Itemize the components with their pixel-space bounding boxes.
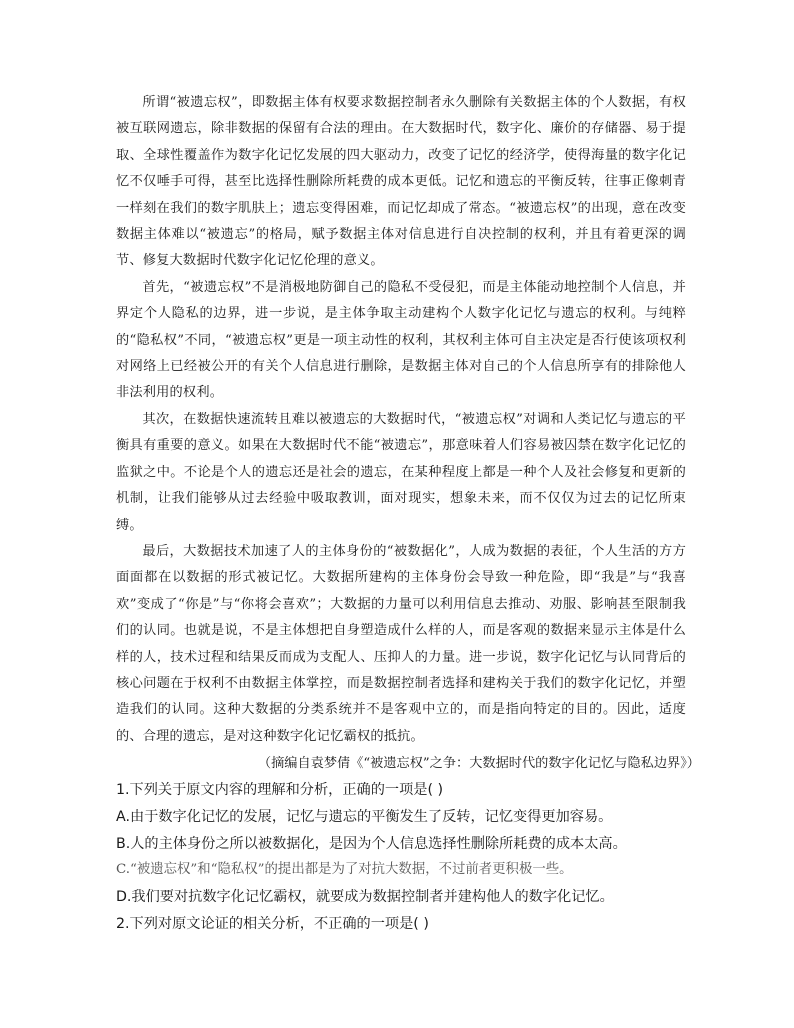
question-1-option-d: D.我们要对抗数字化记忆霸权，就要成为数据控制者并建构他人的数字化记忆。	[116, 889, 614, 906]
article-body	[116, 90, 686, 750]
article-source: （摘编自袁梦倩《“被遗忘权”之争：大数据时代的数字化记忆与隐私边界》）	[257, 756, 700, 771]
question-1-option-a: A.由于数字化记忆的发展，记忆与遗忘的平衡发生了反转，记忆变得更加容易。	[116, 808, 613, 825]
paragraph-2: 首先，“被遗忘权”不是消极地防御自己的隐私不受侵犯，而是主体能动地控制个人信息，并界定个人隐私的边界，进一步说，是主体争取主动建构个人数字化记忆与遗忘的权利。与纯粹的“隐私权”不同，“被遗忘权”更是一项主动性的权利，其权利主体可自主决定是否行使该项权利对网络上已经被公开的有关个人信息进行删除，是数据主体对自己的个人信息所享有的排除他人非法利用的权利。	[116, 279, 686, 401]
question-1-stem: 1.下列关于原文内容的理解和分析，正确的一项是( )	[116, 782, 444, 798]
paragraph-3: 其次，在数据快速流转且难以被遗忘的大数据时代，“被遗忘权”对调和人类记忆与遗忘的平衡具有重要的意义。如果在大数据时代不能“被遗忘”，那意味着人们容易被囚禁在数字化记忆的监狱之中。不论是个人的遗忘还是社会的遗忘，在某种程度上都是一种个人及社会修复和更新的机制，让我们能够从过去经验中吸取教训，面对现实，想象未来，而不仅仅为过去的记忆所束缚。	[116, 411, 686, 533]
question-1-option-b: B.人的主体身份之所以被数据化，是因为个人信息选择性删除所耗费的成本太高。	[116, 835, 627, 852]
paragraph-1: 所谓“被遗忘权”，即数据主体有权要求数据控制者永久删除有关数据主体的个人数据，有权被互联网遗忘，除非数据的保留有合法的理由。在大数据时代，数字化、廉价的存储器、易于提取、全球性覆盖作为数字化记忆发展的四大驱动力，改变了记忆的经济学，使得海量的数字化记忆不仅唾手可得，甚至比选择性删除所耗费的成本更低。记忆和遗忘的平衡反转，往事正像刺青一样刻在我们的数字肌肤上；遗忘变得困难，而记忆却成了常态。“被遗忘权”的出现，意在改变数据主体难以“被遗忘”的格局，赋予数据主体对信息进行自决控制的权利，并且有着更深的调节、修复大数据时代数字化记忆伦理的意义。	[116, 95, 686, 269]
question-1-option-c: C.“被遗忘权”和“隐私权”的提出都是为了对抗大数据，不过前者更积极一些。	[116, 862, 573, 878]
paragraph-4: 最后，大数据技术加速了人的主体身份的“被数据化”，人成为数据的表征，个人生活的方方面面都在以数据的形式被记忆。大数据所建构的主体身份会导致一种危险，即“我是”与“我喜欢”变成了“你是”与“你将会喜欢”；大数据的力量可以利用信息去推动、劝服、影响甚至限制我们的认同。也就是说，不是主体想把自身塑造成什么样的人，而是客观的数据来显示主体是什么样的人，技术过程和结果反而成为支配人、压抑人的力量。进一步说，数字化记忆与认同背后的核心问题在于权利不由数据主体掌控，而是数据控制者选择和建构关于我们的数字化记忆，并塑造我们的认同。这种大数据的分类系统并不是客观中立的，而是指向特定的目的。因此，适度的、合理的遗忘，是对这种数字化记忆霸权的抵抗。	[116, 543, 686, 744]
question-2-stem: 2.下列对原文论证的相关分析，不正确的一项是( )	[116, 915, 429, 932]
question-list	[116, 777, 716, 938]
